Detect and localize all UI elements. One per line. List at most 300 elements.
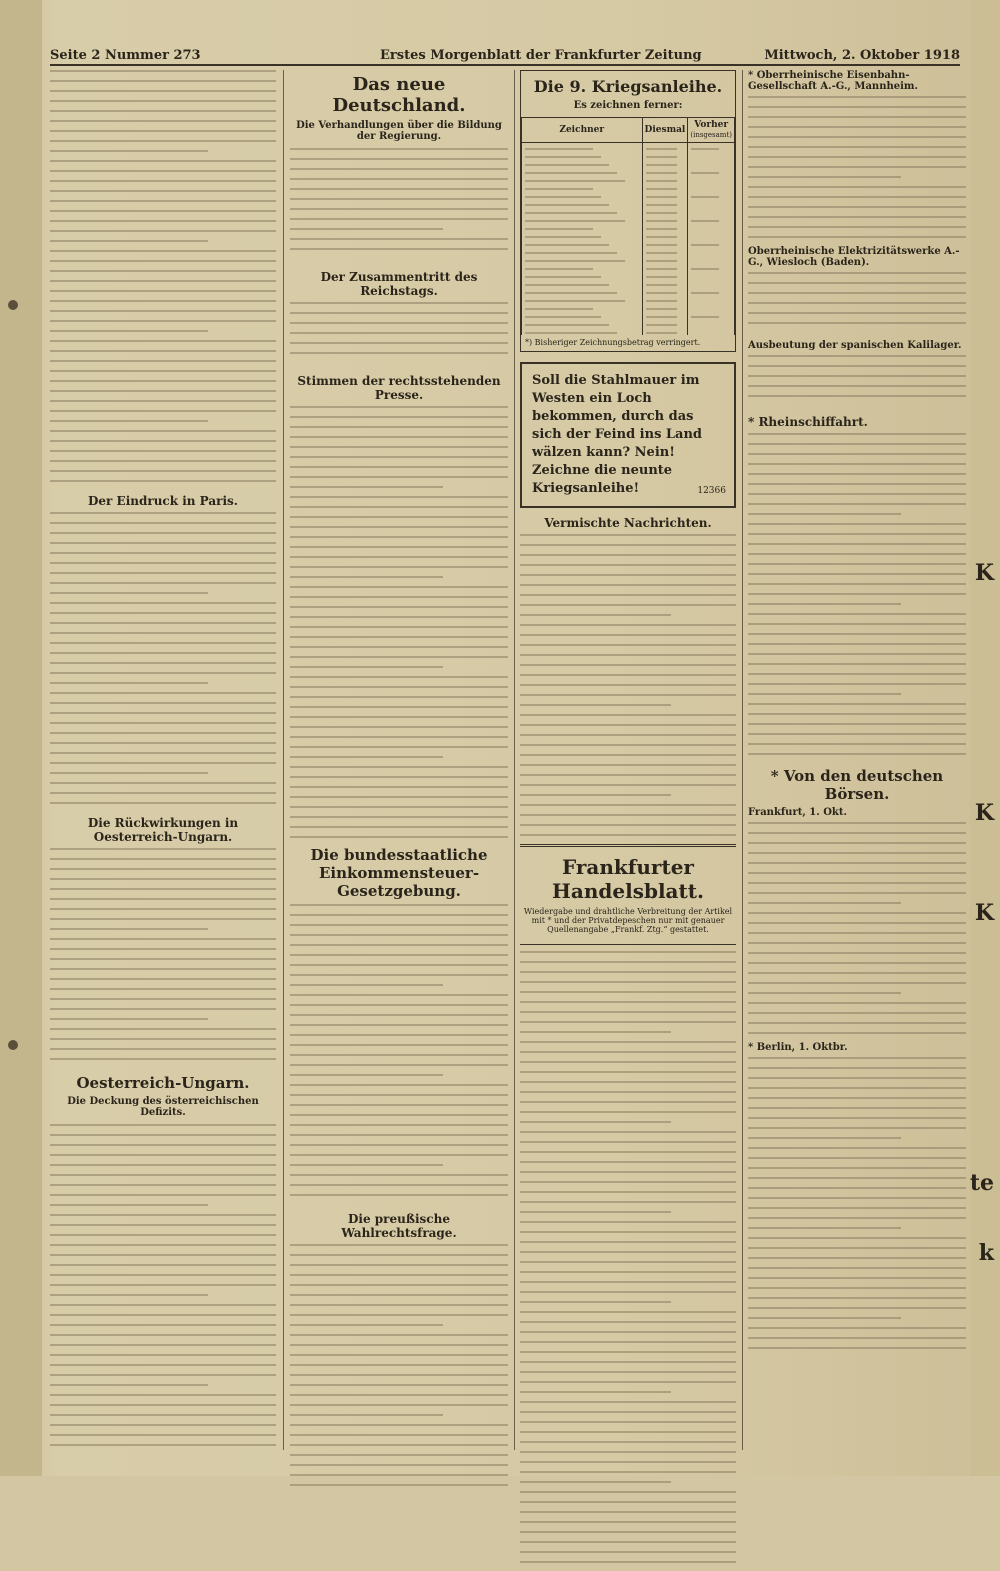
text-line [520, 584, 736, 586]
text-line [748, 365, 966, 367]
table-row [522, 191, 735, 199]
text-line [520, 1241, 736, 1243]
body-text-block [748, 1057, 966, 1357]
table-cell [642, 327, 688, 335]
header-center: Erstes Morgenblatt der Frankfurter Zeitung [380, 48, 702, 63]
text-line [520, 804, 736, 806]
text-line [748, 1227, 901, 1229]
text-line [50, 240, 208, 242]
ad-code: 12366 [697, 486, 726, 496]
text-line [290, 352, 508, 354]
text-line [520, 704, 671, 706]
text-line [50, 330, 208, 332]
edge-letter: k [978, 1240, 994, 1266]
table-footnote: *) Bisheriger Zeichnungsbetrag verringert. [525, 338, 701, 347]
text-line [50, 682, 208, 684]
text-line [520, 1161, 736, 1163]
text-line [50, 948, 276, 950]
table-cell [688, 191, 735, 199]
boersen-frankfurt: Frankfurt, 1. Okt. [748, 807, 847, 818]
text-line [50, 1204, 208, 1206]
text-line [50, 1134, 276, 1136]
table-cell [522, 159, 643, 167]
page-header [50, 44, 960, 66]
text-line [50, 512, 276, 514]
table-cell [522, 295, 643, 303]
text-line [748, 1237, 966, 1239]
table-cell [642, 295, 688, 303]
body-text-block [290, 302, 508, 370]
text-line [748, 1197, 966, 1199]
body-text-block [290, 1244, 508, 1494]
text-line [520, 1251, 736, 1253]
table-cell [642, 159, 688, 167]
table-cell [642, 215, 688, 223]
text-line [290, 168, 508, 170]
text-line [290, 836, 508, 838]
text-line [748, 312, 966, 314]
text-line [290, 1244, 508, 1246]
text-line [50, 230, 276, 232]
text-line [50, 1304, 276, 1306]
table-cell [642, 247, 688, 255]
text-line [520, 1551, 736, 1553]
table-cell [688, 167, 735, 175]
text-line [50, 752, 276, 754]
table-cell [522, 255, 643, 263]
text-line [520, 534, 736, 536]
text-line [50, 1374, 276, 1376]
text-line [290, 332, 508, 334]
table-cell [642, 183, 688, 191]
text-line [748, 643, 966, 645]
text-line [748, 443, 966, 445]
text-line [50, 742, 276, 744]
text-line [520, 981, 736, 983]
text-line [520, 1001, 736, 1003]
text-line [50, 1194, 276, 1196]
col-header-zeichner: Zeichner [522, 118, 643, 143]
text-line [748, 1327, 966, 1329]
text-line [50, 572, 276, 574]
text-line [290, 806, 508, 808]
text-line [290, 506, 508, 508]
text-line [290, 1394, 508, 1396]
text-line [748, 822, 966, 824]
text-line [290, 238, 508, 240]
table-row [522, 295, 735, 303]
text-line [290, 1274, 508, 1276]
text-line [520, 1321, 736, 1323]
text-line [290, 1074, 443, 1076]
kriegsanleihe-subtitle: Es zeichnen ferner: [573, 100, 683, 111]
body-text-block [748, 433, 966, 763]
text-line [520, 544, 736, 546]
text-line [290, 696, 508, 698]
text-line [290, 556, 508, 558]
text-line [748, 842, 966, 844]
text-line [520, 1171, 736, 1173]
text-line [50, 532, 276, 534]
table-cell [522, 191, 643, 199]
table-cell [522, 175, 643, 183]
text-line [748, 136, 966, 138]
text-line [50, 652, 276, 654]
subscriber-table [521, 117, 735, 335]
text-line [290, 1464, 508, 1466]
table-cell [642, 255, 688, 263]
text-line [290, 994, 508, 996]
text-line [50, 400, 276, 402]
text-line [748, 1267, 966, 1269]
text-line [50, 662, 276, 664]
text-line [748, 1057, 966, 1059]
text-line [748, 633, 966, 635]
column-rule [514, 70, 515, 1450]
binding-gutter [0, 0, 42, 1476]
text-line [748, 1217, 966, 1219]
table-cell [522, 215, 643, 223]
text-line [520, 1081, 736, 1083]
column-rule [742, 70, 743, 1450]
text-line [50, 310, 276, 312]
text-line [748, 503, 966, 505]
text-line [748, 733, 966, 735]
text-line [520, 614, 671, 616]
text-line [290, 1084, 508, 1086]
text-line [748, 593, 966, 595]
text-line [50, 350, 276, 352]
text-line [50, 1404, 276, 1406]
text-line [748, 463, 966, 465]
text-line [50, 1124, 276, 1126]
text-line [50, 938, 276, 940]
text-line [748, 385, 966, 387]
text-line [50, 190, 276, 192]
text-line [290, 426, 508, 428]
subheadline-regierungsbildung: Die Verhandlungen über die Bildung der Regierung. [296, 120, 502, 142]
text-line [748, 832, 966, 834]
table-row [522, 151, 735, 159]
text-line [290, 606, 508, 608]
edge-letter: K [974, 900, 994, 926]
text-line [748, 1207, 966, 1209]
text-line [50, 430, 276, 432]
text-line [50, 522, 276, 524]
text-line [748, 723, 966, 725]
text-line [520, 1391, 671, 1393]
text-line [748, 683, 966, 685]
text-line [290, 1484, 508, 1486]
kriegsanleihe-title: Die 9. Kriegsanleihe. [533, 77, 723, 96]
text-line [50, 918, 276, 920]
text-line [748, 912, 966, 914]
text-line [50, 1424, 276, 1426]
table-row [522, 159, 735, 167]
text-line [520, 754, 736, 756]
text-line [520, 734, 736, 736]
heading-bundesstaatliche-1: Die bundesstaatliche [310, 846, 488, 864]
text-line [290, 1414, 443, 1416]
table-row [522, 215, 735, 223]
text-line [290, 944, 508, 946]
text-line [520, 674, 736, 676]
text-line [50, 270, 276, 272]
text-line [290, 1124, 508, 1126]
text-line [290, 416, 508, 418]
text-line [290, 646, 508, 648]
text-line [50, 712, 276, 714]
table-cell [642, 287, 688, 295]
text-line [748, 1087, 966, 1089]
table-row [522, 327, 735, 335]
text-line [50, 1214, 276, 1216]
text-line [748, 1157, 966, 1159]
text-line [50, 1324, 276, 1326]
text-line [748, 493, 966, 495]
text-line [520, 664, 736, 666]
text-line [520, 1361, 736, 1363]
table-cell [642, 311, 688, 319]
text-line [520, 1521, 736, 1523]
text-line [748, 703, 966, 705]
text-line [50, 762, 276, 764]
table-cell [522, 303, 643, 311]
text-line [290, 466, 508, 468]
text-line [50, 848, 276, 850]
heading-boersen: * Von den deutschen Börsen. [770, 767, 944, 803]
heading-paris: Der Eindruck in Paris. [88, 494, 238, 508]
text-line [520, 1541, 736, 1543]
text-line [290, 228, 443, 230]
text-line [748, 743, 966, 745]
text-line [748, 852, 966, 854]
text-line [520, 1411, 736, 1413]
table-cell [688, 287, 735, 295]
column-1 [50, 70, 276, 1454]
table-cell [688, 207, 735, 215]
text-line [50, 868, 276, 870]
table-cell [522, 231, 643, 239]
text-line [290, 302, 508, 304]
text-line [50, 1244, 276, 1246]
text-line [50, 120, 276, 122]
text-line [50, 1144, 276, 1146]
text-line [50, 878, 276, 880]
text-line [50, 80, 276, 82]
ad-text: Soll die Stahlmauer im Westen ein Loch bekommen, durch das sich der Feind ins Land wälzen kann? Nein! Zeichne die neunte Kriegsanleihe! [532, 373, 703, 496]
text-line [50, 110, 276, 112]
text-line [290, 476, 508, 478]
text-line [50, 320, 276, 322]
text-line [50, 888, 276, 890]
text-line [50, 360, 276, 362]
table-cell [522, 279, 643, 287]
text-line [748, 613, 966, 615]
text-line [50, 908, 276, 910]
text-line [290, 776, 508, 778]
text-line [520, 1091, 736, 1093]
table-cell [642, 231, 688, 239]
table-row [522, 319, 735, 327]
text-line [520, 1301, 671, 1303]
text-line [50, 280, 276, 282]
text-line [50, 150, 208, 152]
text-line [520, 1561, 736, 1563]
table-cell [522, 287, 643, 295]
text-line [50, 1174, 276, 1176]
text-line [290, 1444, 508, 1446]
text-line [50, 622, 276, 624]
text-line [290, 616, 508, 618]
text-line [748, 375, 966, 377]
text-line [50, 130, 276, 132]
text-line [50, 978, 276, 980]
text-line [290, 1134, 508, 1136]
binding-hole [8, 300, 18, 310]
table-row [522, 239, 735, 247]
text-line [50, 702, 276, 704]
table-cell [688, 231, 735, 239]
text-line [290, 342, 508, 344]
text-line [50, 1344, 276, 1346]
text-line [50, 898, 276, 900]
text-line [290, 1354, 508, 1356]
text-line [50, 858, 276, 860]
table-cell [688, 183, 735, 191]
text-line [290, 436, 508, 438]
text-line [748, 483, 966, 485]
table-cell [688, 239, 735, 247]
text-line [520, 724, 736, 726]
text-line [748, 176, 901, 178]
text-line [748, 216, 966, 218]
text-line [50, 1224, 276, 1226]
text-line [290, 924, 508, 926]
text-line [748, 1287, 966, 1289]
text-line [520, 1121, 671, 1123]
text-line [748, 156, 966, 158]
text-line [290, 1164, 443, 1166]
text-line [748, 166, 966, 168]
column-2 [290, 70, 508, 1494]
text-line [290, 934, 508, 936]
table-cell [688, 255, 735, 263]
text-line [290, 198, 508, 200]
text-line [748, 282, 966, 284]
text-line [748, 713, 966, 715]
table-cell [522, 223, 643, 231]
text-line [520, 1291, 736, 1293]
text-line [50, 1354, 276, 1356]
table-row [522, 247, 735, 255]
text-line [290, 158, 508, 160]
table-cell [688, 143, 735, 152]
table-cell [688, 311, 735, 319]
text-line [748, 236, 966, 238]
text-line [50, 300, 276, 302]
text-line [50, 968, 276, 970]
text-line [520, 1501, 736, 1503]
text-line [748, 1187, 966, 1189]
table-cell [522, 207, 643, 215]
text-line [520, 1351, 736, 1353]
text-line [50, 642, 276, 644]
text-line [50, 180, 276, 182]
text-line [748, 513, 901, 515]
text-line [290, 1004, 508, 1006]
text-line [290, 536, 508, 538]
table-cell [688, 295, 735, 303]
text-line [290, 726, 508, 728]
text-line [290, 1194, 508, 1196]
text-line [748, 1167, 966, 1169]
table-cell [642, 239, 688, 247]
table-cell [688, 247, 735, 255]
table-row [522, 175, 735, 183]
col-header-diesmal: Diesmal [642, 118, 688, 143]
text-line [50, 1028, 276, 1030]
table-cell [522, 247, 643, 255]
text-line [520, 1341, 736, 1343]
text-line [50, 1284, 276, 1286]
text-line [520, 1311, 736, 1313]
text-line [290, 1184, 508, 1186]
text-line [290, 954, 508, 956]
table-cell [642, 303, 688, 311]
text-line [520, 634, 736, 636]
text-line [50, 160, 276, 162]
text-line [50, 582, 276, 584]
text-line [748, 892, 966, 894]
table-cell [522, 143, 643, 152]
text-line [290, 596, 508, 598]
text-line [50, 410, 276, 412]
text-line [290, 736, 508, 738]
kriegsanleihe-box [520, 70, 736, 352]
text-line [520, 1021, 736, 1023]
header-left: Seite 2 Nummer 273 [50, 48, 201, 63]
text-line [748, 872, 966, 874]
table-cell [522, 239, 643, 247]
table-cell [688, 319, 735, 327]
text-line [290, 456, 508, 458]
text-line [50, 1274, 276, 1276]
text-line [520, 1401, 736, 1403]
text-line [290, 1294, 508, 1296]
text-line [290, 756, 443, 758]
text-line [520, 1271, 736, 1273]
text-line [290, 406, 508, 408]
text-line [50, 1334, 276, 1336]
text-line [50, 420, 208, 422]
text-line [520, 834, 736, 836]
text-line [290, 188, 508, 190]
text-line [290, 716, 508, 718]
text-line [748, 673, 966, 675]
text-line [520, 1531, 736, 1533]
table-row [522, 279, 735, 287]
text-line [290, 1014, 508, 1016]
text-line [520, 1011, 736, 1013]
text-line [290, 1064, 508, 1066]
text-line [50, 370, 276, 372]
table-cell [642, 151, 688, 159]
text-line [50, 722, 276, 724]
text-line [520, 961, 736, 963]
body-text-block [748, 355, 966, 411]
text-line [520, 1431, 736, 1433]
